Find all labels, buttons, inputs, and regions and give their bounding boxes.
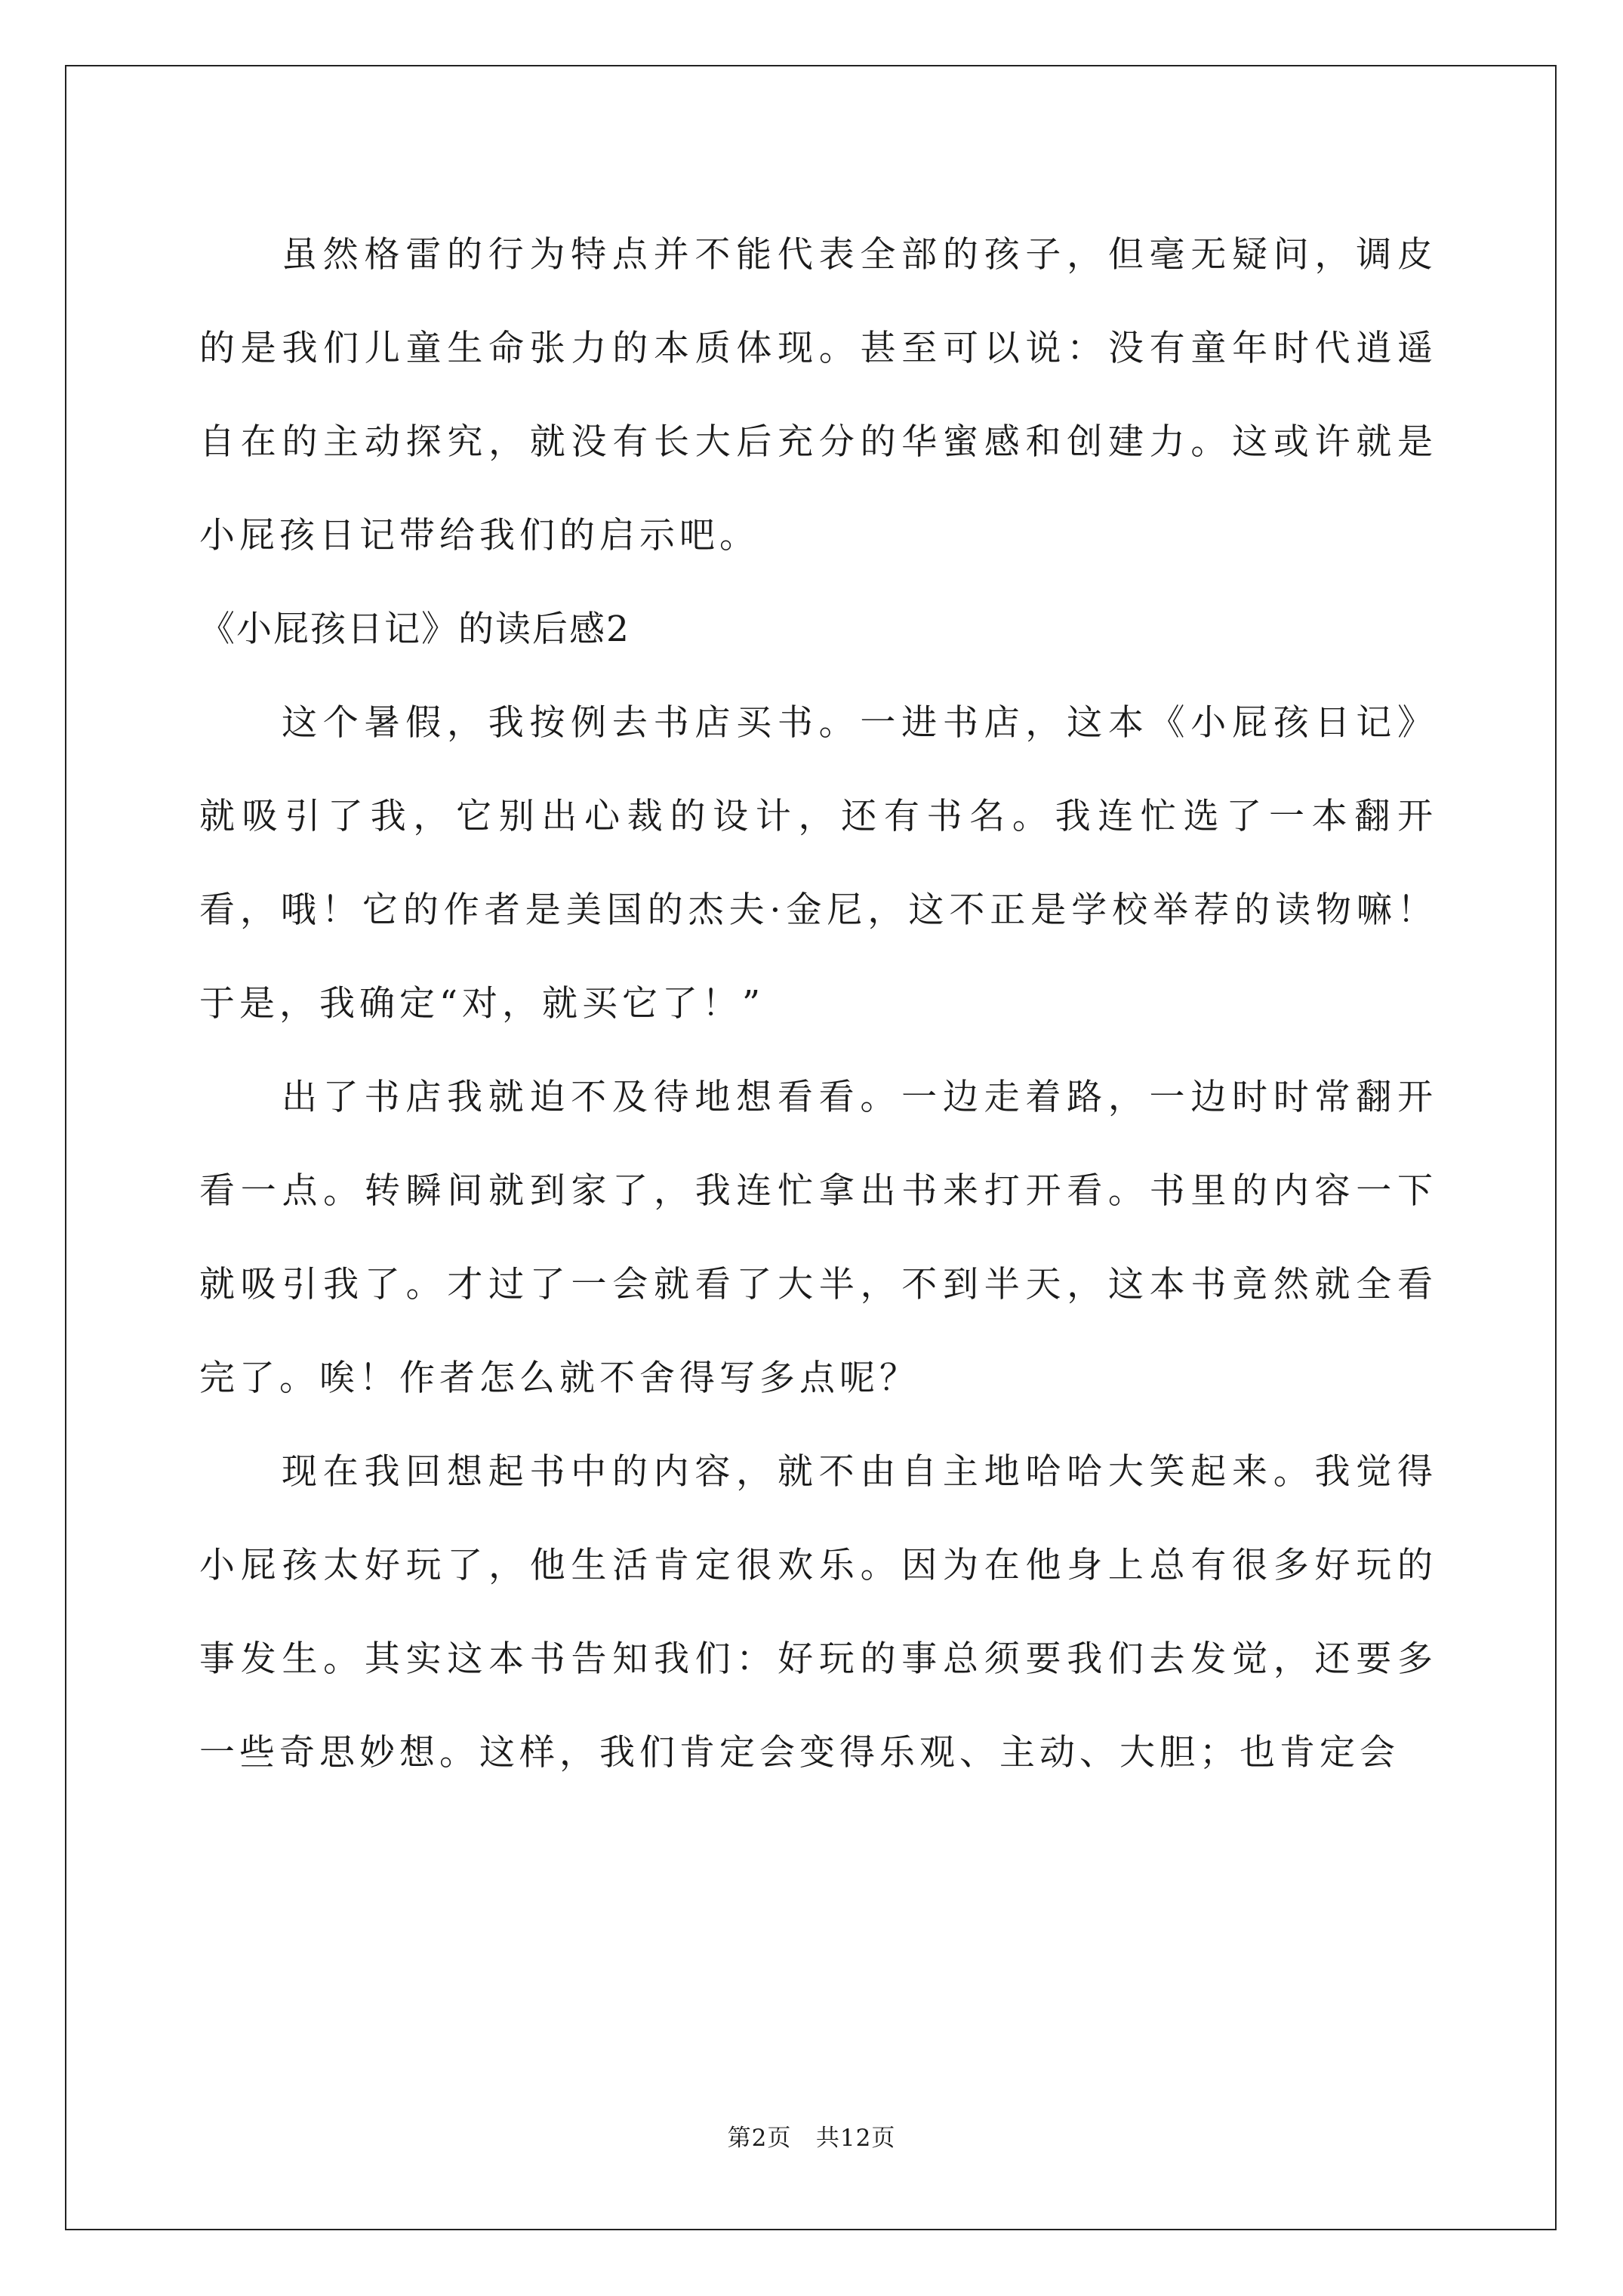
paragraph: 现在我回想起书中的内容，就不由自主地哈哈大笑起来。我觉得小屁孩太好玩了，他生活肯定很欢乐。因为在他身上总有很多好玩的事发生。其实这本书告知我们：好玩的事总须要我们去发觉，还要多一些奇思妙想。这样，我们肯定会变得乐观、主动、大胆；也肯定会 <box>199 1451 1437 1774</box>
section-heading: 《小屁孩日记》的读后感2 <box>199 609 630 650</box>
page-footer: 第2页 共12页 <box>727 2125 896 2152</box>
document-body <box>199 208 1437 1800</box>
paragraph: 这个暑假，我按例去书店买书。一进书店，这本《小屁孩日记》就吸引了我，它别出心裁的设计，还有书名。我连忙选了一本翻开看，哦！它的作者是美国的杰夫·金尼，这不正是学校举荐的读物嘛！于是，我确定“对，就买它了！” <box>199 702 1437 1025</box>
paragraph: 出了书店我就迫不及待地想看看。一边走着路，一边时时常翻开看一点。转瞬间就到家了，我连忙拿出书来打开看。书里的内容一下就吸引我了。才过了一会就看了大半，不到半天，这本书竟然就全看完了。唉！作者怎么就不舍得写多点呢？ <box>199 1077 1437 1399</box>
paragraph: 虽然格雷的行为特点并不能代表全部的孩子，但毫无疑问，调皮的是我们儿童生命张力的本质体现。甚至可以说：没有童年时代逍遥自在的主动探究，就没有长大后充分的华蜜感和创建力。这或许就是小屁孩日记带给我们的启示吧。 <box>199 234 1437 556</box>
